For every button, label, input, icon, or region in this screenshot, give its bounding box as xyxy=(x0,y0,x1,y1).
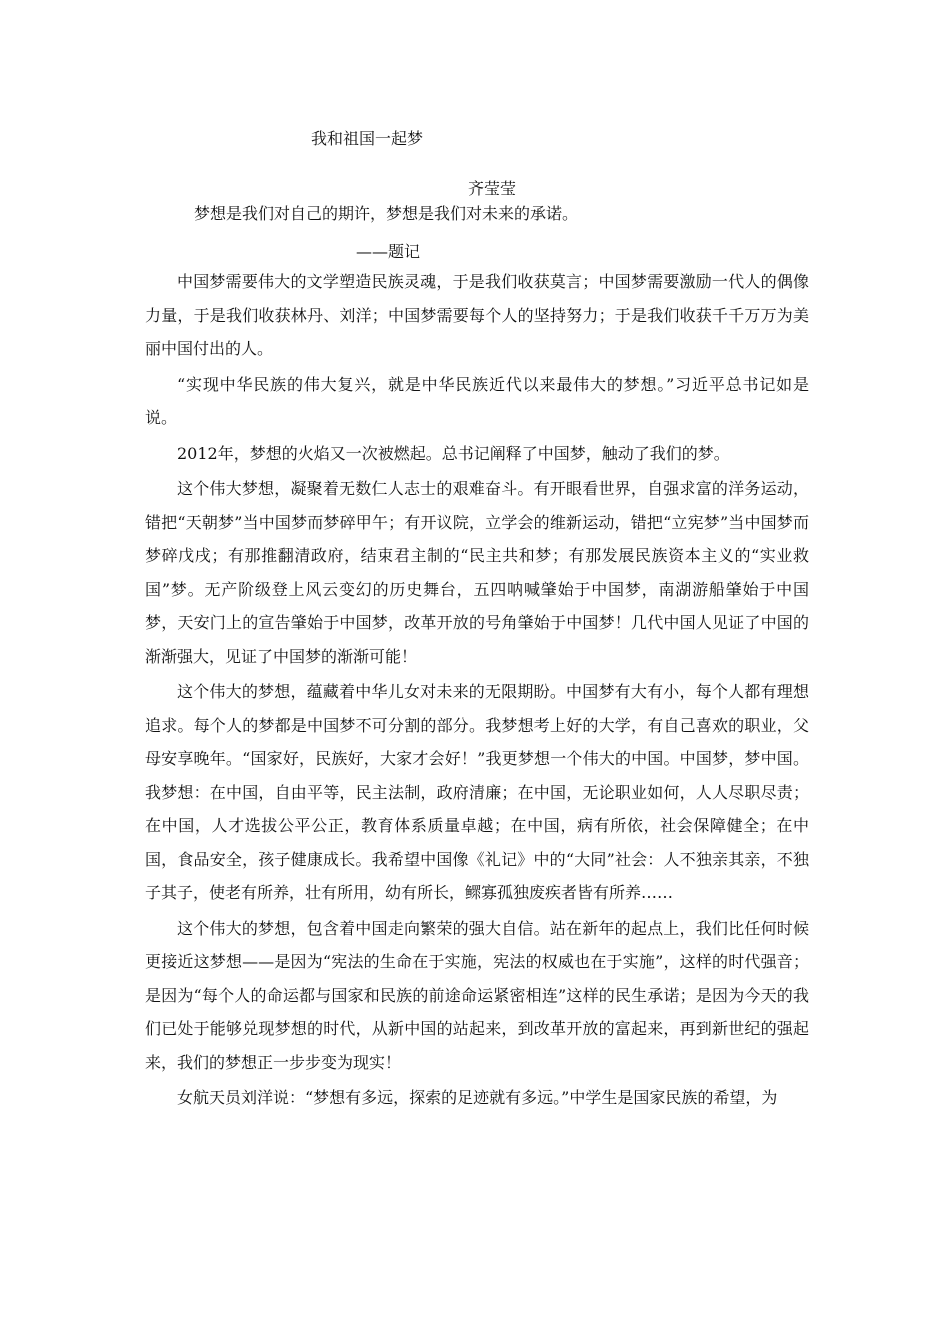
author-name: 齐莹莹 xyxy=(468,179,517,198)
paragraph: 这个伟大的梦想，蕴藏着中华儿女对未来的无限期盼。中国梦有大有小，每个人都有理想追求。每个人的梦都是中国梦不可分割的部分。我梦想考上好的大学，有自己喜欢的职业，父母安享晚年。“国家好，民族好，大家才会好！”我更梦想一个伟大的中国。中国梦，梦中国。我梦想：在中国，自由平等，民主法制，政府清廉；在中国，无论职业如何，人人尽职尽责；在中国，人才选拔公平公正，教育体系质量卓越；在中国，病有所依，社会保障健全；在中国，食品安全，孩子健康成长。我希望中国像《礼记》中的“大同”社会：人不独亲其亲，不独子其子，使老有所养，壮有所用，幼有所长，鳏寡孤独废疾者皆有所养…… xyxy=(145,682,809,902)
paragraph: 中国梦需要伟大的文学塑造民族灵魂，于是我们收获莫言；中国梦需要激励一代人的偶像力量，于是我们收获林丹、刘洋；中国梦需要每个人的坚持努力；于是我们收获千千万万为美丽中国付出的人。 xyxy=(145,272,809,358)
epigraph: 梦想是我们对自己的期许，梦想是我们对未来的承诺。 xyxy=(194,204,579,223)
paragraph: 女航天员刘洋说：“梦想有多远，探索的足迹就有多远。”中学生是国家民族的希望，为 xyxy=(177,1088,778,1107)
essay-body xyxy=(145,265,809,1117)
essay-title: 我和祖国一起梦 xyxy=(311,129,424,148)
paragraph: 这个伟大梦想，凝聚着无数仁人志士的艰难奋斗。有开眼看世界，自强求富的洋务运动，错把“天朝梦”当中国梦而梦碎甲午；有开议院，立学会的维新运动，错把“立宪梦”当中国梦而梦碎戊戌；有那推翻清政府，结束君主制的“民主共和梦；有那发展民族资本主义的“实业救国”梦。无产阶级登上风云变幻的历史舞台，五四呐喊肇始于中国梦，南湖游船肇始于中国梦，天安门上的宣告肇始于中国梦，改革开放的号角肇始于中国梦！几代中国人见证了中国的渐渐强大，见证了中国梦的渐渐可能！ xyxy=(145,479,809,666)
paragraph: “实现中华民族的伟大复兴，就是中华民族近代以来最伟大的梦想。”习近平总书记如是说。 xyxy=(145,374,809,427)
paragraph: 2012年，梦想的火焰又一次被燃起。总书记阐释了中国梦，触动了我们的梦。 xyxy=(177,443,730,463)
epigraph-source: ——题记 xyxy=(356,242,421,261)
paragraph: 这个伟大的梦想，包含着中国走向繁荣的强大自信。站在新年的起点上，我们比任何时候更接近这梦想——是因为“宪法的生命在于实施，宪法的权威也在于实施”，这样的时代强音；是因为“每个人的命运都与国家和民族的前途命运紧密相连”这样的民生承诺；是因为今天的我们已处于能够兑现梦想的时代，从新中国的站起来，到改革开放的富起来，再到新世纪的强起来，我们的梦想正一步步变为现实！ xyxy=(145,918,809,1072)
